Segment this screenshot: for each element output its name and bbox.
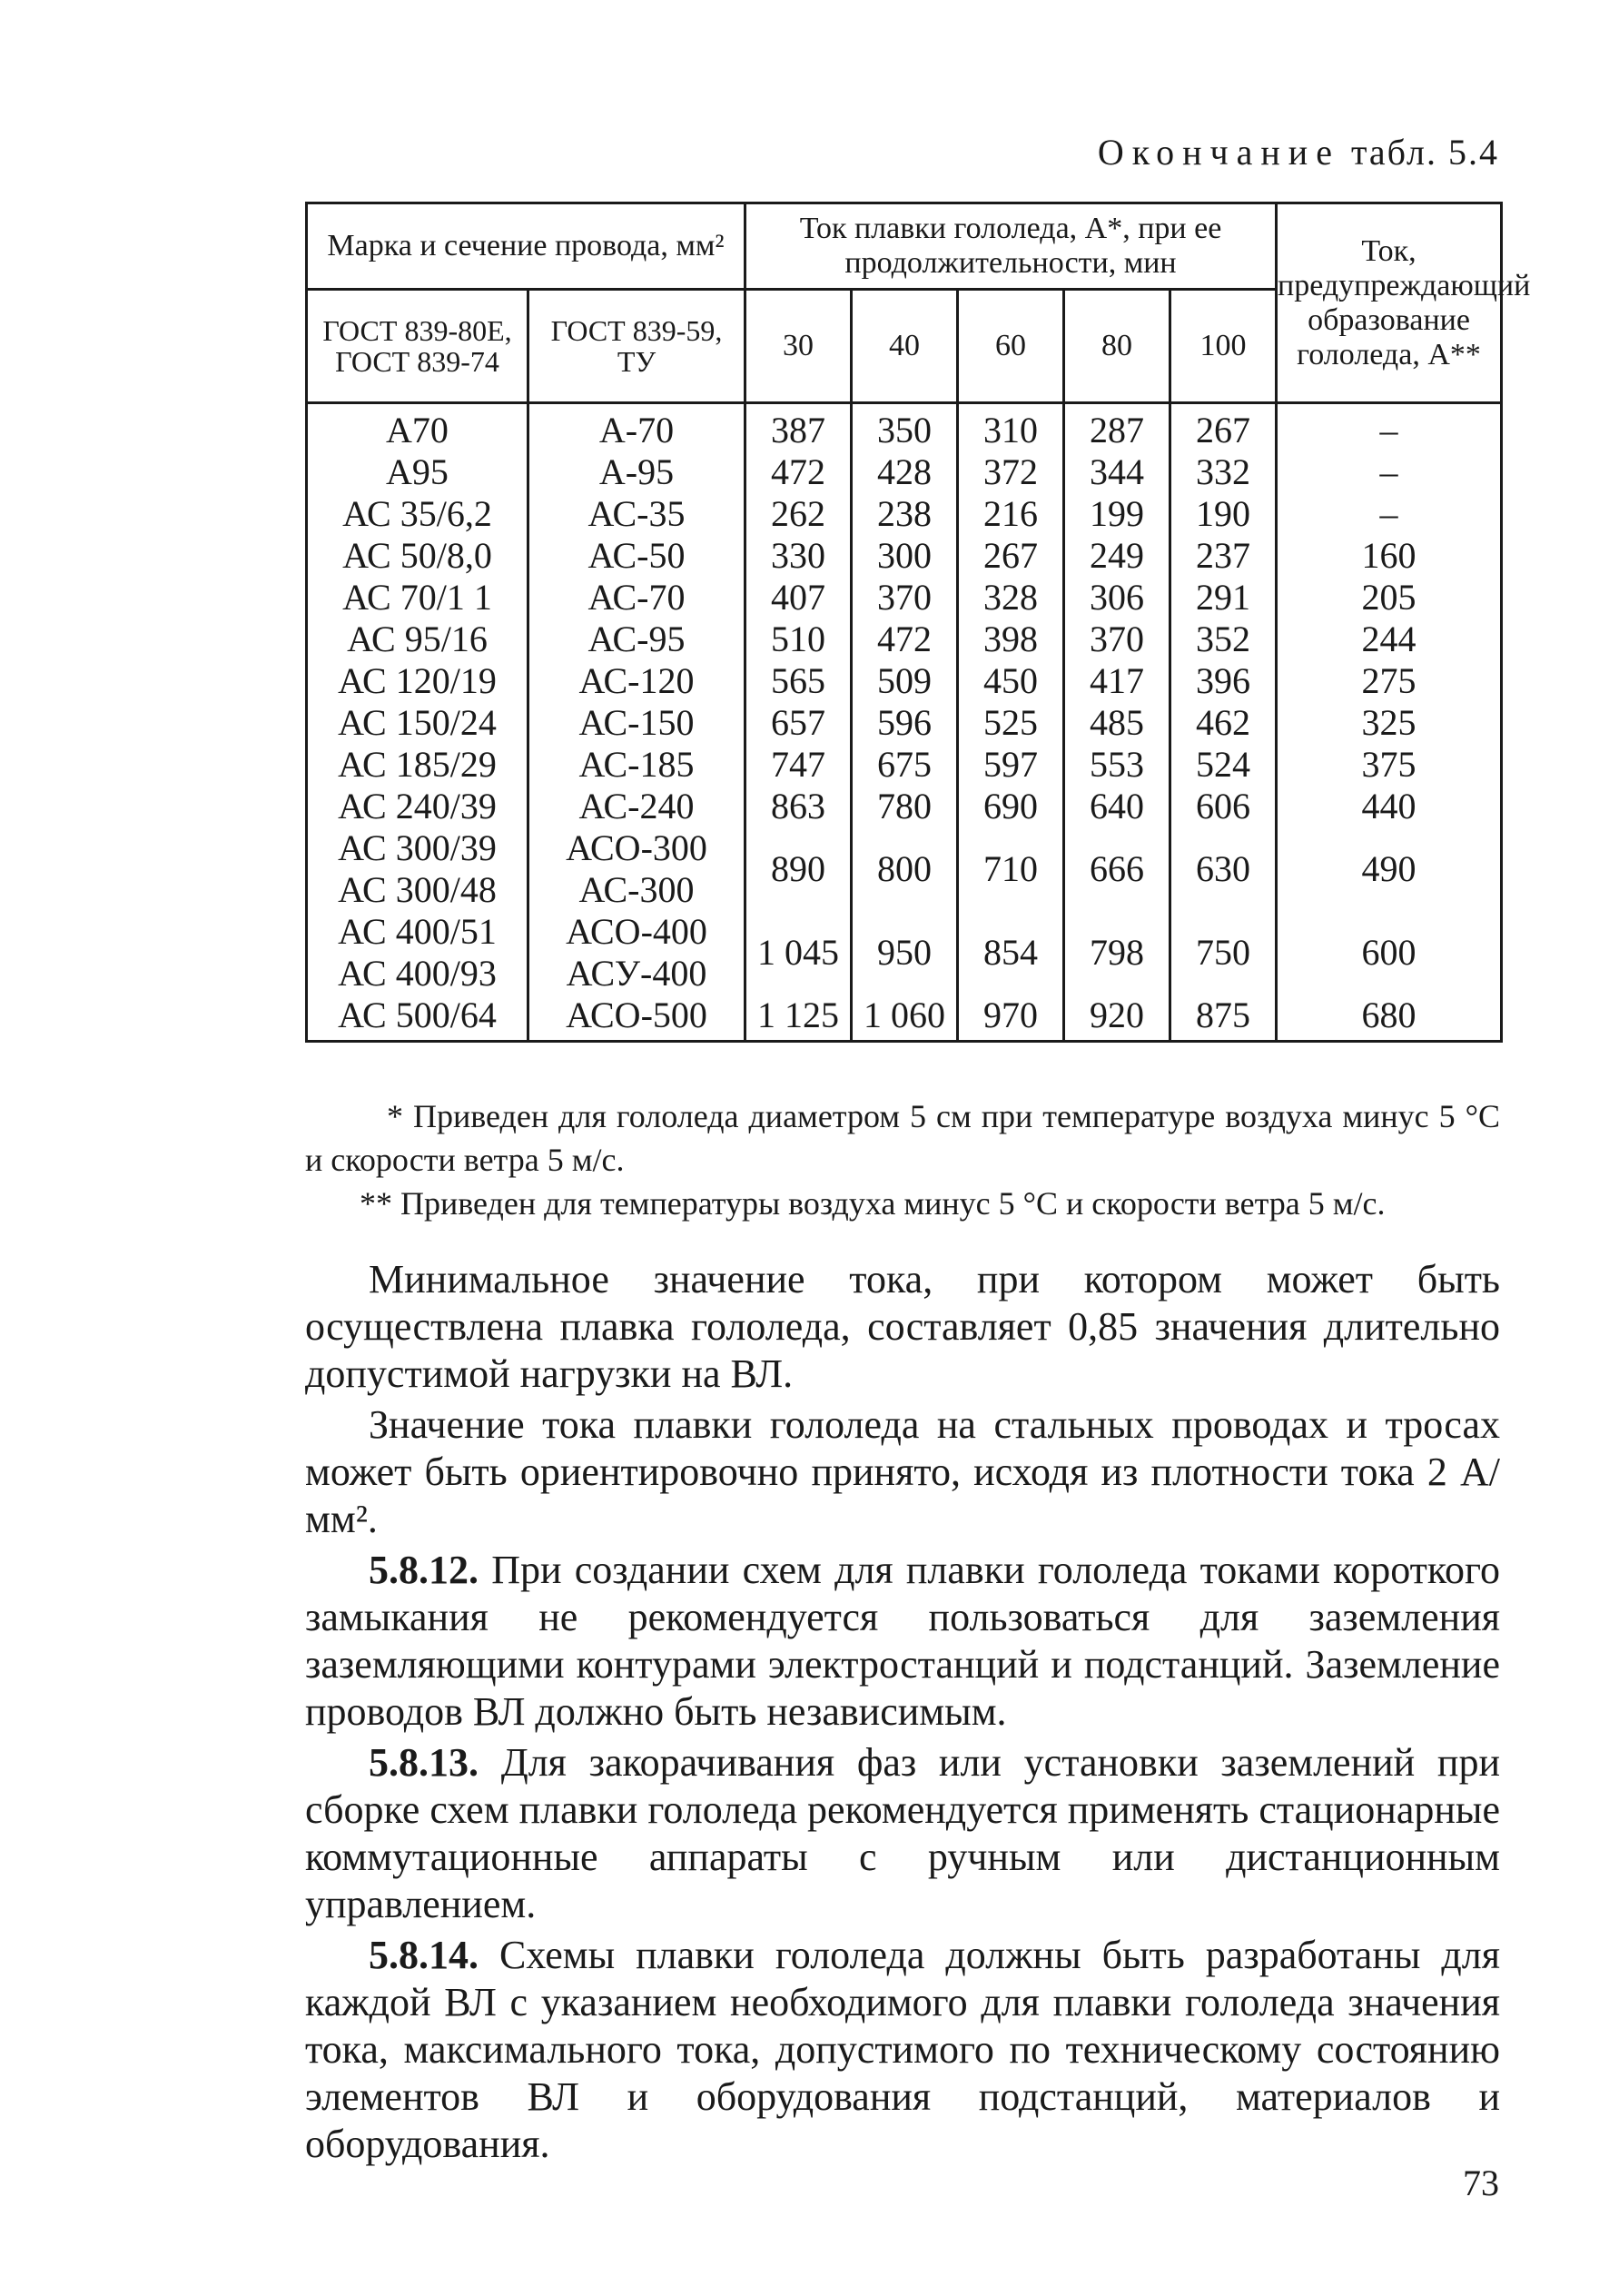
cell-grade-old <box>528 451 745 493</box>
table-row <box>307 702 1502 744</box>
cell-grade-old <box>528 577 745 619</box>
header-melting-current: Ток плавки гололеда, А*, при ее продолжительности, мин <box>745 203 1277 290</box>
section-number: 5.8.14. <box>369 1933 479 1977</box>
cell-grade-new <box>307 786 528 827</box>
grade-old-text: АС-50 <box>587 535 686 576</box>
cell-melting-current: 332 <box>1170 451 1277 493</box>
cell-melting-current: 238 <box>852 493 958 535</box>
table-row <box>307 786 1502 827</box>
cell-grade-new <box>307 493 528 535</box>
grade-old-text: АСУ-400 <box>566 953 707 994</box>
cell-melting-current: 596 <box>852 702 958 744</box>
cell-melting-current: 237 <box>1170 535 1277 577</box>
cell-preventing-current: 680 <box>1277 995 1502 1042</box>
cell-grade-old <box>528 660 745 702</box>
cell-melting-current: 780 <box>852 786 958 827</box>
cell-preventing-current: 490 <box>1277 827 1502 911</box>
cell-melting-current: 747 <box>745 744 852 786</box>
cell-grade-new <box>307 827 528 911</box>
table-row <box>307 827 1502 911</box>
grade-old-text: АС-150 <box>578 702 695 743</box>
header-duration: 100 <box>1170 290 1277 403</box>
cell-melting-current: 854 <box>958 911 1064 995</box>
table-row <box>307 493 1502 535</box>
cell-melting-current: 675 <box>852 744 958 786</box>
header-duration: 60 <box>958 290 1064 403</box>
grade-new-text: АС 185/29 <box>338 744 497 785</box>
cell-melting-current: 597 <box>958 744 1064 786</box>
cell-preventing-current: 375 <box>1277 744 1502 786</box>
cell-melting-current: 690 <box>958 786 1064 827</box>
grade-new-text: АС 150/24 <box>338 702 497 743</box>
body-text <box>305 1256 1500 2172</box>
cell-melting-current: 970 <box>958 995 1064 1042</box>
cell-melting-current: 472 <box>852 619 958 660</box>
cell-melting-current: 306 <box>1064 577 1170 619</box>
cell-grade-old <box>528 827 745 911</box>
paragraph-text: Минимальное значение тока, при котором может быть осуществлена плавка гололеда, составляет 0,85 значения длительно допустимой нагрузки на ВЛ. <box>305 1257 1500 1396</box>
cell-melting-current: 387 <box>745 403 852 452</box>
cell-melting-current: 462 <box>1170 702 1277 744</box>
grade-old-text: А-95 <box>598 451 675 492</box>
footnotes <box>305 1094 1500 1225</box>
cell-melting-current: 509 <box>852 660 958 702</box>
cell-melting-current: 287 <box>1064 403 1170 452</box>
grade-old-text: АСО-400 <box>566 911 707 952</box>
cell-preventing-current: 440 <box>1277 786 1502 827</box>
table-body <box>307 403 1502 1042</box>
cell-preventing-current: 275 <box>1277 660 1502 702</box>
header-wire-grade: Марка и сечение провода, мм² <box>307 203 745 290</box>
grade-new-text: АС 50/8,0 <box>342 535 492 576</box>
cell-melting-current: 524 <box>1170 744 1277 786</box>
cell-preventing-current: 244 <box>1277 619 1502 660</box>
grade-old-text: АС-300 <box>578 869 695 910</box>
cell-melting-current: 372 <box>958 451 1064 493</box>
paragraph-text: Для закорачивания фаз или установки заземлений при сборке схем плавки гололеда рекомендуется применять стационарные коммутационные аппараты с ручным или дистанционным управлением. <box>305 1740 1500 1926</box>
cell-melting-current: 863 <box>745 786 852 827</box>
grade-old-text: АСО-500 <box>566 995 707 1035</box>
cell-melting-current: 1 045 <box>745 911 852 995</box>
cell-grade-old <box>528 995 745 1042</box>
cell-melting-current: 249 <box>1064 535 1170 577</box>
cell-grade-old <box>528 911 745 995</box>
table-row <box>307 451 1502 493</box>
table-row <box>307 535 1502 577</box>
cell-melting-current: 450 <box>958 660 1064 702</box>
grade-new-text: АС 400/51 <box>338 911 497 952</box>
table-row <box>307 403 1502 452</box>
grade-old-text: А-70 <box>598 410 675 450</box>
grade-old-text: АС-35 <box>587 493 686 534</box>
cell-melting-current: 606 <box>1170 786 1277 827</box>
cell-preventing-current: – <box>1277 403 1502 452</box>
header-gost-59: ГОСТ 839-59, ТУ <box>528 290 745 403</box>
cell-melting-current: 666 <box>1064 827 1170 911</box>
cell-grade-new <box>307 577 528 619</box>
cell-melting-current: 875 <box>1170 995 1277 1042</box>
cell-melting-current: 300 <box>852 535 958 577</box>
grade-old-text: АС-240 <box>578 786 695 826</box>
paragraph <box>305 1256 1500 1398</box>
cell-preventing-current: 600 <box>1277 911 1502 995</box>
caption-label: табл. 5.4 <box>1350 132 1499 173</box>
cell-melting-current: 525 <box>958 702 1064 744</box>
grade-new-text: АС 70/1 1 <box>342 577 492 618</box>
cell-melting-current: 1 125 <box>745 995 852 1042</box>
cell-melting-current: 485 <box>1064 702 1170 744</box>
cell-melting-current: 370 <box>852 577 958 619</box>
header-duration: 30 <box>745 290 852 403</box>
cell-grade-old <box>528 493 745 535</box>
cell-melting-current: 190 <box>1170 493 1277 535</box>
cell-grade-old <box>528 786 745 827</box>
cell-melting-current: 396 <box>1170 660 1277 702</box>
grade-new-text: АС 400/93 <box>338 953 497 994</box>
cell-melting-current: 352 <box>1170 619 1277 660</box>
cell-grade-new <box>307 619 528 660</box>
header-gost-80: ГОСТ 839-80Е, ГОСТ 839-74 <box>307 290 528 403</box>
cell-melting-current: 640 <box>1064 786 1170 827</box>
cell-grade-old <box>528 702 745 744</box>
cell-melting-current: 398 <box>958 619 1064 660</box>
grade-old-text: АС-95 <box>587 619 686 659</box>
cell-melting-current: 657 <box>745 702 852 744</box>
grade-old-text: АСО-300 <box>566 827 707 868</box>
table-row <box>307 619 1502 660</box>
cell-melting-current: 630 <box>1170 827 1277 911</box>
cell-melting-current: 553 <box>1064 744 1170 786</box>
cell-melting-current: 710 <box>958 827 1064 911</box>
footnote: * Приведен для гололеда диаметром 5 см при температуре воздуха минус 5 °С и скорости ветра 5 м/с. <box>305 1098 1500 1178</box>
cell-melting-current: 370 <box>1064 619 1170 660</box>
cell-melting-current: 890 <box>745 827 852 911</box>
page-number: 73 <box>1463 2162 1499 2203</box>
cell-melting-current: 407 <box>745 577 852 619</box>
cell-melting-current: 565 <box>745 660 852 702</box>
grade-new-text: АС 35/6,2 <box>342 493 492 534</box>
grade-old-text: АС-185 <box>578 744 695 785</box>
grade-new-text: АС 120/19 <box>338 660 497 701</box>
cell-grade-new <box>307 451 528 493</box>
grade-old-text: АС-70 <box>587 577 686 618</box>
cell-melting-current: 417 <box>1064 660 1170 702</box>
cell-melting-current: 199 <box>1064 493 1170 535</box>
cell-melting-current: 216 <box>958 493 1064 535</box>
melting-current-table <box>305 202 1531 1043</box>
grade-new-text: А70 <box>386 410 449 450</box>
cell-grade-new <box>307 702 528 744</box>
grade-new-text: АС 300/39 <box>338 827 497 868</box>
cell-preventing-current: 325 <box>1277 702 1502 744</box>
cell-melting-current: 920 <box>1064 995 1170 1042</box>
cell-melting-current: 750 <box>1170 911 1277 995</box>
grade-old-text: АС-120 <box>578 660 695 701</box>
cell-preventing-current: 205 <box>1277 577 1502 619</box>
paragraph <box>305 1739 1500 1928</box>
cell-grade-new <box>307 744 528 786</box>
paragraph-text: Значение тока плавки гололеда на стальных проводах и тросах может быть ориентировочно принято, исходя из плотности тока 2 А/мм². <box>305 1402 1500 1541</box>
table-row <box>307 660 1502 702</box>
cell-melting-current: 472 <box>745 451 852 493</box>
grade-new-text: АС 95/16 <box>347 619 488 659</box>
cell-melting-current: 800 <box>852 827 958 911</box>
cell-grade-new <box>307 660 528 702</box>
paragraph <box>305 1932 1500 2168</box>
cell-melting-current: 344 <box>1064 451 1170 493</box>
cell-melting-current: 267 <box>958 535 1064 577</box>
paragraph <box>305 1547 1500 1736</box>
cell-grade-new <box>307 403 528 452</box>
cell-grade-old <box>528 535 745 577</box>
table-row <box>307 744 1502 786</box>
cell-melting-current: 1 060 <box>852 995 958 1042</box>
grade-new-text: АС 300/48 <box>338 869 497 910</box>
caption-prefix: Окончание <box>1097 132 1340 173</box>
grade-new-text: АС 500/64 <box>338 995 497 1035</box>
header-preventing-current: Ток, предупреждающий образование гололеда, А** <box>1277 203 1502 403</box>
cell-grade-new <box>307 995 528 1042</box>
paragraph-text: Схемы плавки гололеда должны быть разработаны для каждой ВЛ с указанием необходимого для плавки гололеда значения тока, максимального тока, допустимого по техническому состоянию элементов ВЛ и оборудования подстанций, материалов и оборудования. <box>305 1933 1500 2166</box>
cell-preventing-current: 160 <box>1277 535 1502 577</box>
cell-melting-current: 310 <box>958 403 1064 452</box>
table-caption <box>1098 131 1499 173</box>
cell-melting-current: 428 <box>852 451 958 493</box>
cell-grade-old <box>528 619 745 660</box>
cell-melting-current: 350 <box>852 403 958 452</box>
footnote: ** Приведен для температуры воздуха минус 5 °С и скорости ветра 5 м/с. <box>360 1185 1386 1222</box>
paragraph <box>305 1401 1500 1543</box>
cell-grade-old <box>528 744 745 786</box>
cell-melting-current: 328 <box>958 577 1064 619</box>
table-row <box>307 911 1502 995</box>
cell-melting-current: 510 <box>745 619 852 660</box>
table-row <box>307 995 1502 1042</box>
cell-preventing-current: – <box>1277 493 1502 535</box>
section-number: 5.8.13. <box>369 1740 479 1785</box>
cell-melting-current: 262 <box>745 493 852 535</box>
grade-new-text: А95 <box>386 451 449 492</box>
cell-grade-new <box>307 535 528 577</box>
header-duration: 40 <box>852 290 958 403</box>
cell-melting-current: 950 <box>852 911 958 995</box>
table-row <box>307 577 1502 619</box>
cell-melting-current: 330 <box>745 535 852 577</box>
paragraph-text: При создании схем для плавки гололеда токами короткого замыкания не рекомендуется пользоваться для заземления заземляющими контурами электростанций и подстанций. Заземление проводов ВЛ должно быть независимым. <box>305 1548 1500 1734</box>
section-number: 5.8.12. <box>369 1548 479 1592</box>
cell-preventing-current: – <box>1277 451 1502 493</box>
cell-melting-current: 291 <box>1170 577 1277 619</box>
cell-grade-new <box>307 911 528 995</box>
header-duration: 80 <box>1064 290 1170 403</box>
cell-melting-current: 798 <box>1064 911 1170 995</box>
cell-melting-current: 267 <box>1170 403 1277 452</box>
grade-new-text: АС 240/39 <box>338 786 497 826</box>
cell-grade-old <box>528 403 745 452</box>
